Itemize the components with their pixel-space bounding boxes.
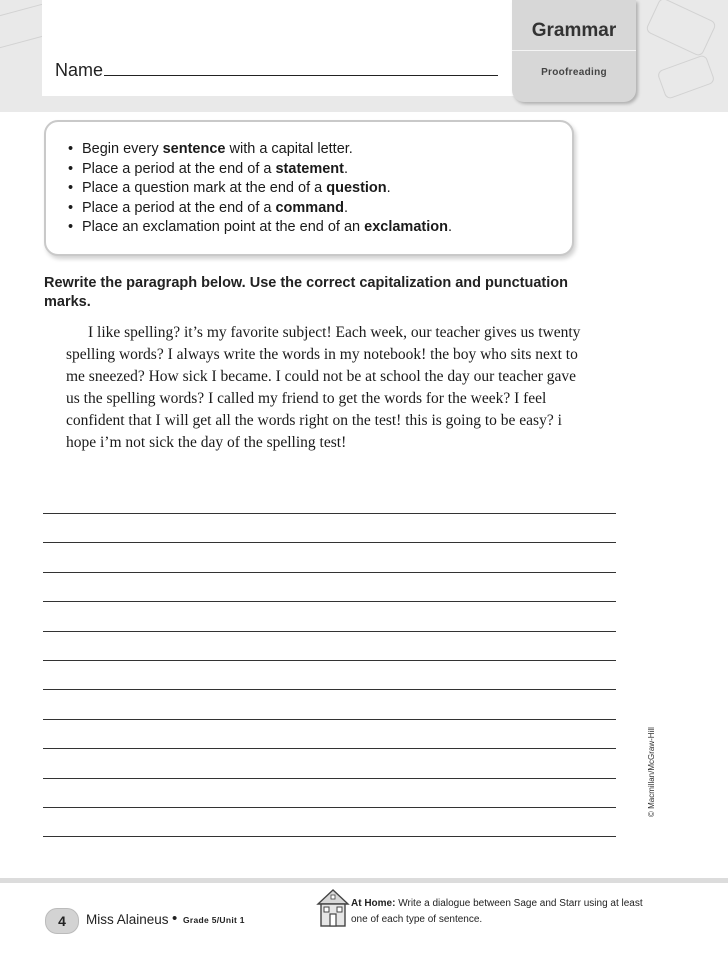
rule-term: command xyxy=(275,199,344,216)
writing-line[interactable] xyxy=(43,748,616,749)
home-activity-note xyxy=(351,896,651,928)
home-label: At Home: xyxy=(351,898,396,909)
section-tab xyxy=(512,0,636,102)
page-number: 4 xyxy=(45,908,79,934)
writing-line[interactable] xyxy=(43,542,616,543)
footer-divider xyxy=(0,878,728,883)
rule-term: sentence xyxy=(162,141,226,157)
instructions: Rewrite the paragraph below. Use the correct capitalization and punctuation marks. xyxy=(44,275,568,310)
story-title: Miss Alaineus xyxy=(86,912,169,927)
rule-item: • Place a period at the end of a statement. xyxy=(68,160,452,180)
writing-line[interactable] xyxy=(43,513,616,514)
rules-list xyxy=(68,140,452,238)
decorative-doodle xyxy=(656,54,715,100)
proofreading-paragraph: I like spelling? it’s my favorite subject! Each week, our teacher gives us twenty spelling words? I always write the words in my notebook! the boy who sits next to me sneezed? How sick I became. I could not be at school the day our teacher gave us the spelling words? I called my friend to get the words for the week? I feel confident that I will get all the words right on the test! this is going to be easy? i hope i’m not sick the day of the spelling test! xyxy=(66,324,581,451)
rule-item: • Place an exclamation point at the end of an exclamation. xyxy=(68,218,452,238)
rule-item: • Place a question mark at the end of a question. xyxy=(68,179,452,199)
name-label: Name xyxy=(55,60,104,80)
header-white-panel xyxy=(42,0,514,96)
rule-item: • Place a period at the end of a command. xyxy=(68,199,452,219)
writing-line[interactable] xyxy=(43,601,616,602)
writing-line[interactable] xyxy=(43,631,616,632)
skill-label: Proofreading xyxy=(541,67,607,78)
writing-line[interactable] xyxy=(43,572,616,573)
decorative-doodle xyxy=(645,0,717,57)
house-icon xyxy=(316,888,350,928)
bullet-icon: • xyxy=(68,160,74,177)
bullet-icon: • xyxy=(68,180,74,197)
rule-term: statement xyxy=(275,160,344,177)
bullet-icon: • xyxy=(68,199,74,216)
copyright-notice: © Macmillan/McGraw-Hill xyxy=(647,727,656,817)
writing-line[interactable] xyxy=(43,807,616,808)
writing-line[interactable] xyxy=(43,719,616,720)
name-field[interactable] xyxy=(104,75,498,76)
grade-unit: Grade 5/Unit 1 xyxy=(183,915,245,925)
rule-term: question xyxy=(326,180,387,197)
rule-term: exclamation xyxy=(364,219,448,236)
tab-divider xyxy=(512,50,636,51)
bullet-icon: • xyxy=(68,219,74,236)
writing-line[interactable] xyxy=(43,660,616,661)
writing-line[interactable] xyxy=(43,778,616,779)
bullet-icon: • xyxy=(68,141,74,157)
rule-item: • Begin every sentence with a capital letter. xyxy=(68,140,452,160)
writing-line[interactable] xyxy=(43,689,616,690)
section-title: Grammar xyxy=(531,20,617,41)
home-text: Write a dialogue between Sage and Starr using at least one of each type of sentence. xyxy=(351,898,643,925)
footer-separator: • xyxy=(172,910,178,927)
writing-line[interactable] xyxy=(43,836,616,837)
